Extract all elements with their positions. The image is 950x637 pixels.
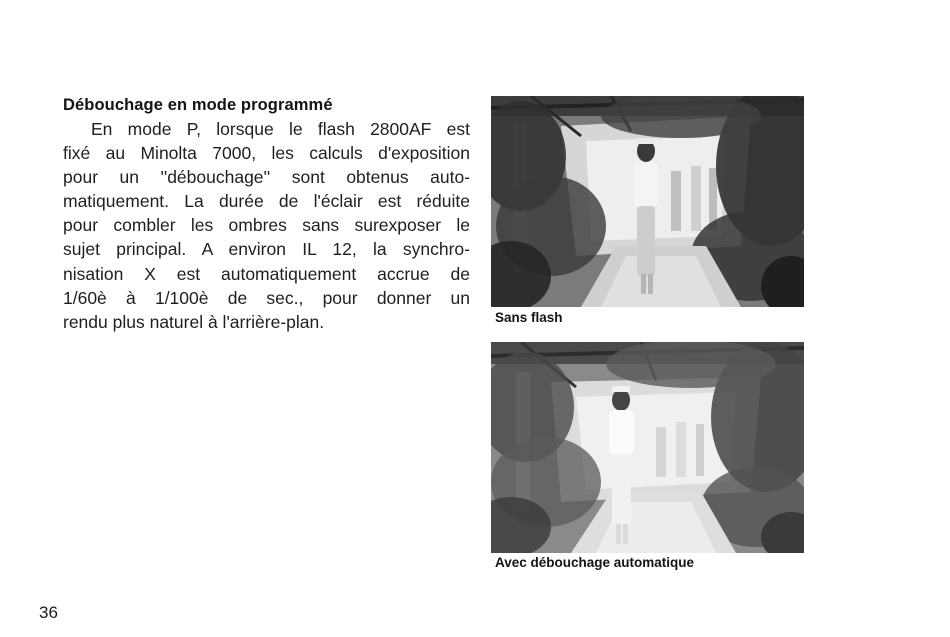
paragraph-line: 1/60è à 1/100è de sec., pour donner un [63, 287, 470, 308]
section-heading: Débouchage en mode programmé [63, 96, 333, 114]
photo-caption-with-fill-flash: Avec débouchage automatique [495, 555, 695, 570]
paragraph-line: pour un ''débouchage'' sont obtenus auto- [63, 167, 470, 188]
paragraph-line: nisation X est automatiquement accrue de [63, 263, 470, 284]
photo-caption-without-flash: Sans flash [495, 310, 563, 325]
paragraph-line: sujet principal. A environ IL 12, la synchro- [63, 239, 470, 260]
page-number: 36 [39, 603, 58, 622]
paragraph-line: En mode P, lorsque le flash 2800AF est [91, 119, 470, 139]
paragraph-line: rendu plus naturel à l'arrière-plan. [63, 311, 325, 332]
paragraph-line: matiquement. La durée de l'éclair est réduite [63, 191, 470, 212]
paragraph-line: fixé au Minolta 7000, les calculs d'exposition [63, 143, 470, 164]
paragraph-line: pour combler les ombres sans surexposer le [63, 215, 470, 236]
photo-with-fill-flash [491, 342, 804, 553]
text-column [63, 94, 470, 334]
section-paragraph [63, 117, 470, 334]
photo-without-flash [491, 96, 804, 307]
